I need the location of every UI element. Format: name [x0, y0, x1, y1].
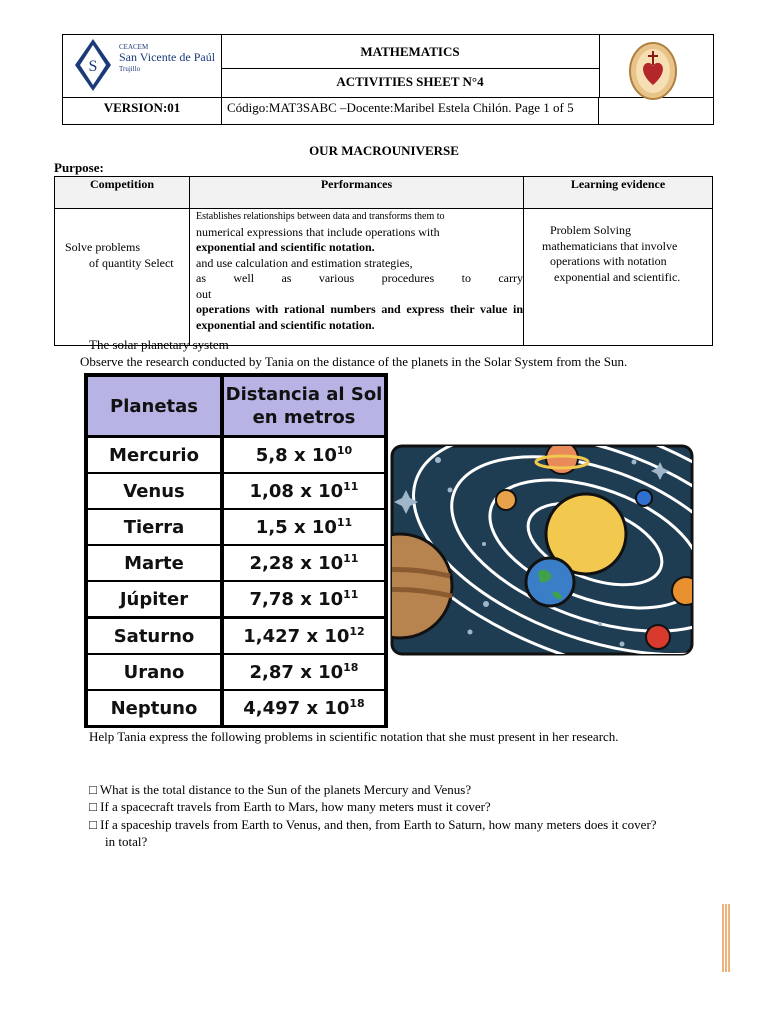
- planet-distance-cell: [224, 655, 384, 689]
- distance-exponent: 10: [336, 443, 353, 457]
- competition-cell: [55, 209, 190, 346]
- distance-exponent: 18: [343, 660, 359, 674]
- document-header: [62, 34, 714, 125]
- planet-name-cell: Mercurio: [88, 438, 220, 472]
- version-label: VERSION:01: [63, 97, 222, 125]
- evidence-line-1: Problem Solving: [550, 223, 632, 237]
- checkbox-glyph-icon: □: [89, 799, 97, 814]
- distance-exponent: 12: [349, 624, 365, 638]
- distance-mantissa: 5,8 x 10: [255, 444, 337, 466]
- header-title-cell: [221, 35, 600, 98]
- code-line: Código:MAT3SABC –Docente:Maribel Estela Chilón. Page 1 of 5: [221, 97, 599, 125]
- page-title: OUR MACROUNIVERSE: [309, 143, 459, 158]
- checkbox-glyph-icon: □: [89, 782, 97, 797]
- competition-line-2: of quantity Select: [89, 256, 174, 270]
- performance-line-6: operations with rational numbers and express their value in exponential and scientific notation.: [196, 302, 523, 332]
- subject-title: MATHEMATICS: [221, 35, 599, 69]
- school-shield-icon: [73, 37, 113, 93]
- performances-cell: [190, 209, 524, 346]
- question-3: □ If a spaceship travels from Earth to Venus, and then, from Earth to Saturn, how many meters does it cover?: [89, 817, 657, 832]
- distance-mantissa: 1,5 x 10: [255, 516, 337, 538]
- planet-name-cell: Marte: [88, 546, 220, 580]
- distance-exponent: 11: [336, 515, 353, 529]
- planet-distance-cell: [224, 438, 384, 472]
- planet-name-cell: Júpiter: [88, 582, 220, 616]
- header-distance: Distancia al Sol en metros: [224, 377, 384, 435]
- distance-mantissa: 1,08 x 10: [249, 480, 344, 502]
- checkbox-glyph-icon: □: [89, 817, 97, 832]
- header-planets: Planetas: [88, 377, 220, 435]
- performance-line-1: Establishes relationships between data and transforms them to: [196, 211, 445, 222]
- purpose-label: Purpose:: [54, 160, 104, 175]
- distance-mantissa: 4,497 x 10: [243, 697, 350, 719]
- planets-distance-table: [84, 373, 388, 728]
- school-city: Trujillo: [119, 65, 141, 73]
- distance-mantissa: 1,427 x 10: [243, 625, 350, 647]
- evidence-line-2: mathematicians that involve: [542, 238, 678, 253]
- evidence-line-4: exponential and scientific.: [554, 269, 681, 284]
- performance-line-2: numerical expressions that include operations with: [196, 224, 440, 239]
- solar-system-illustration: [390, 444, 694, 656]
- question-2: □ If a spacecraft travels from Earth to Mars, how many meters must it cover?: [89, 799, 491, 814]
- planet-distance-cell: [224, 619, 384, 653]
- distance-exponent: 11: [343, 479, 359, 493]
- question-3-continuation: in total?: [105, 834, 148, 849]
- sheet-title: ACTIVITIES SHEET N°4: [336, 74, 484, 89]
- planet-name-cell: Saturno: [88, 619, 220, 653]
- distance-exponent: 11: [343, 587, 359, 601]
- planet-distance-cell: [224, 582, 384, 616]
- planet-name-cell: Venus: [88, 474, 220, 508]
- planet-name-cell: Urano: [88, 655, 220, 689]
- competence-table: [54, 176, 713, 346]
- competition-line-1: Solve problems: [65, 240, 140, 254]
- school-logo-small-text: CEACEM: [119, 43, 149, 51]
- planet-distance-cell: [224, 510, 384, 544]
- heart-seal-icon: [627, 41, 679, 101]
- planet-distance-cell: [224, 691, 384, 725]
- help-paragraph: Help Tania express the following problems in scientific notation that she must present in her research.: [89, 729, 619, 744]
- distance-exponent: 11: [343, 551, 359, 565]
- planet-name-cell: Tierra: [88, 510, 220, 544]
- question-1: □ What is the total distance to the Sun of the planets Mercury and Venus?: [89, 782, 472, 797]
- svg-text:S: S: [88, 58, 98, 75]
- planet-distance-cell: [224, 546, 384, 580]
- evidence-line-3: operations with notation: [550, 254, 667, 268]
- decorative-vertical-lines: [721, 904, 731, 972]
- header-competition: Competition: [55, 177, 190, 209]
- distance-mantissa: 2,28 x 10: [249, 552, 344, 574]
- section-subtitle: The solar planetary system: [89, 337, 229, 352]
- evidence-cell: [524, 209, 713, 346]
- distance-mantissa: 7,78 x 10: [249, 588, 344, 610]
- performance-line-3: exponential and scientific notation.: [196, 240, 375, 254]
- school-name: San Vicente de Paúl: [119, 50, 216, 64]
- seal-cell: [599, 35, 713, 98]
- performance-line-4: and use calculation and estimation strategies,: [196, 255, 413, 270]
- header-performances: Performances: [190, 177, 524, 209]
- planet-distance-cell: [224, 474, 384, 508]
- distance-mantissa: 2,87 x 10: [249, 661, 344, 683]
- school-logo-cell: [63, 35, 222, 98]
- performance-line-5: as well as various procedures to carry out: [196, 271, 523, 301]
- distance-exponent: 18: [349, 696, 365, 710]
- planet-name-cell: Neptuno: [88, 691, 220, 725]
- intro-paragraph: Observe the research conducted by Tania on the distance of the planets in the Solar System from the Sun.: [80, 354, 628, 369]
- header-learning-evidence: Learning evidence: [524, 177, 713, 209]
